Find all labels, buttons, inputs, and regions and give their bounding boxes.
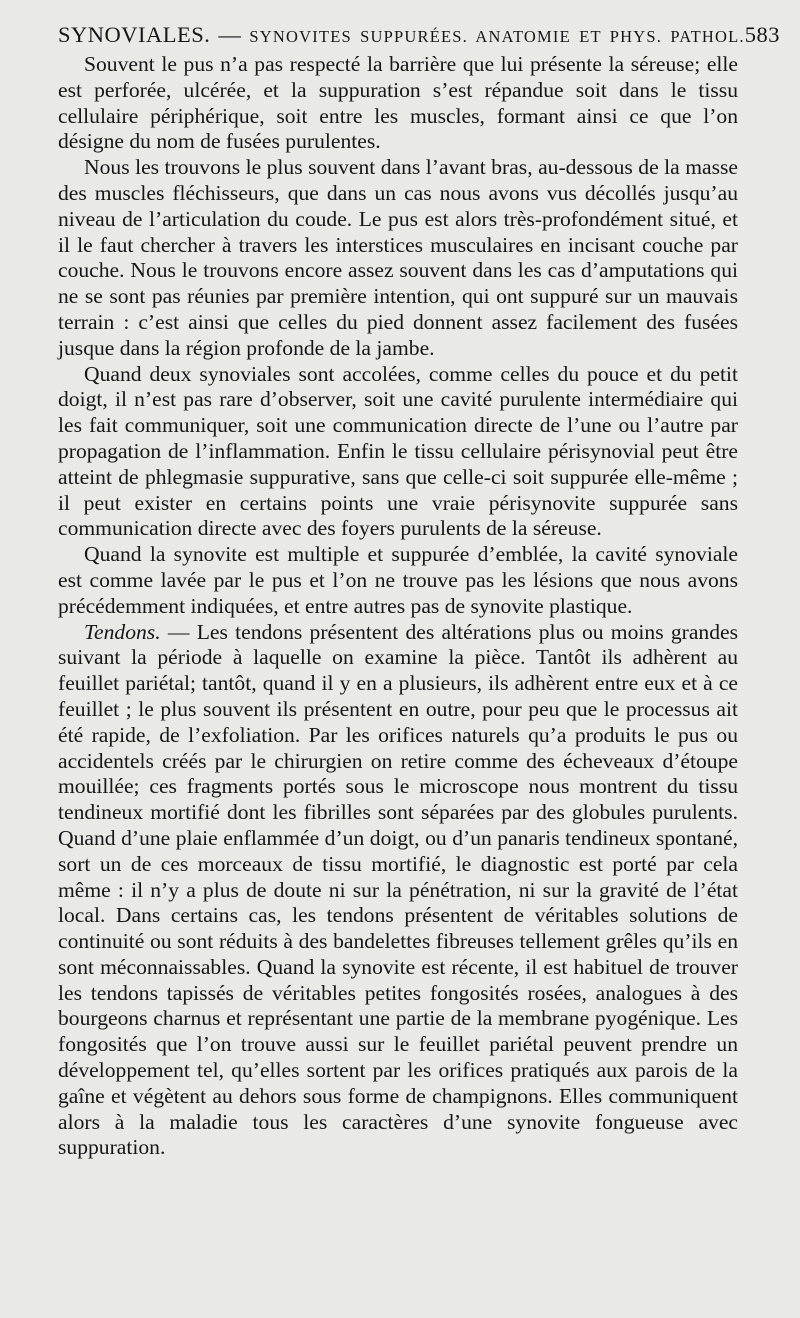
paragraph: Souvent le pus n’a pas respecté la barrière que lui présente la séreuse; elle est perforée, ulcérée, et la suppuration s’est répandue soit dans le tissu cellulaire périphérique, soit entre les muscles, formant ainsi ce que l’on désigne du nom de fusées purulentes. bbox=[58, 52, 738, 154]
body-text bbox=[58, 52, 738, 1161]
chapter-title: SYNOVIALES. bbox=[58, 22, 211, 47]
page-number: 583 bbox=[744, 22, 780, 47]
paragraph: Nous les trouvons le plus souvent dans l’avant bras, au-dessous de la masse des muscles fléchisseurs, que dans un cas nous avons vus décollés jusqu’au niveau de l’articulation du coude. Le pus est alors très-profondément situé, et il le faut chercher à travers les interstices musculaires en incisant couche par couche. Nous le trouvons encore assez souvent dans les cas d’amputations qui ne se sont pas réunies par première intention, qui ont suppuré sur un mauvais terrain : c’est ainsi que celles du pied donnent assez facilement des fusées jusque dans la région profonde de la jambe. bbox=[58, 155, 738, 360]
paragraph: Quand deux synoviales sont accolées, comme celles du pouce et du petit doigt, il n’est pas rare d’observer, soit une cavité purulente intermédiaire qui les fait communiquer, soit une communication directe de l’une ou l’autre par propagation de l’inflammation. Enfin le tissu cellulaire périsynovial peut être atteint de phlegmasie suppurative, sans que celle-ci soit suppurée elle-même ; il peut exister en certains points une vraie périsynovite suppurée sans communication directe avec des foyers purulents de la séreuse. bbox=[58, 361, 738, 541]
paragraph-lead: Tendons. bbox=[84, 619, 161, 644]
running-title bbox=[58, 22, 745, 48]
paragraph bbox=[58, 620, 738, 1162]
paragraph-text: — Les tendons présentent des altérations plus ou moins grandes suivant la période à laquelle on examine la pièce. Tantôt ils adhèrent au feuillet pariétal; tantôt, quand il y en a plusieurs, ils adhèrent entre eux et à ce feuillet ; le plus souvent ils présentent en outre, pour peu que le processus ait été rapide, de l’exfoliation. Par les orifices naturels qu’a produits le pus ou accidentels créés par le chirurgien on retire comme des écheveaux d’étoupe mouillée; ces fragments portés sous le microscope nous montrent du tissu tendineux mortifié dont les fibrilles sont séparées par des globules purulents. Quand d’une plaie enflammée d’un doigt, ou d’un panaris tendineux spontané, sort un de ces morceaux de tissu mortifié, le diagnostic est porté par cela même : il n’y a plus de doute ni sur la pénétration, ni sur la gravité de l’état local. Dans certains cas, les tendons présentent de véritables solutions de continuité ou sont réduits à des bandelettes fibreuses tellement grêles qu’ils en sont méconnaissables. Quand la synovite est récente, il est habituel de trouver les tendons tapissés de véritables petites fongosités rosées, analogues à des bourgeons charnus et représentant une partie de la membrane pyogénique. Les fongosités que l’on trouve aussi sur le feuillet pariétal peuvent prendre un développement tel, qu’elles sortent par les orifices pratiqués aux parois de la gaîne et végètent au dehors sous forme de champignons. Elles communiquent alors à la maladie tous les caractères d’une synovite fongueuse avec suppuration. bbox=[58, 619, 738, 1160]
section-title: SYNOVITES SUPPURÉES. ANATOMIE ET PHYS. PATHOL. bbox=[249, 27, 745, 46]
title-separator: — bbox=[218, 22, 242, 47]
paragraph: Quand la synovite est multiple et suppurée d’emblée, la cavité synoviale est comme lavée par le pus et l’on ne trouve pas les lésions que nous avons précédemment indiquées, et entre autres pas de synovite plastique. bbox=[58, 542, 738, 618]
running-header bbox=[58, 22, 780, 48]
